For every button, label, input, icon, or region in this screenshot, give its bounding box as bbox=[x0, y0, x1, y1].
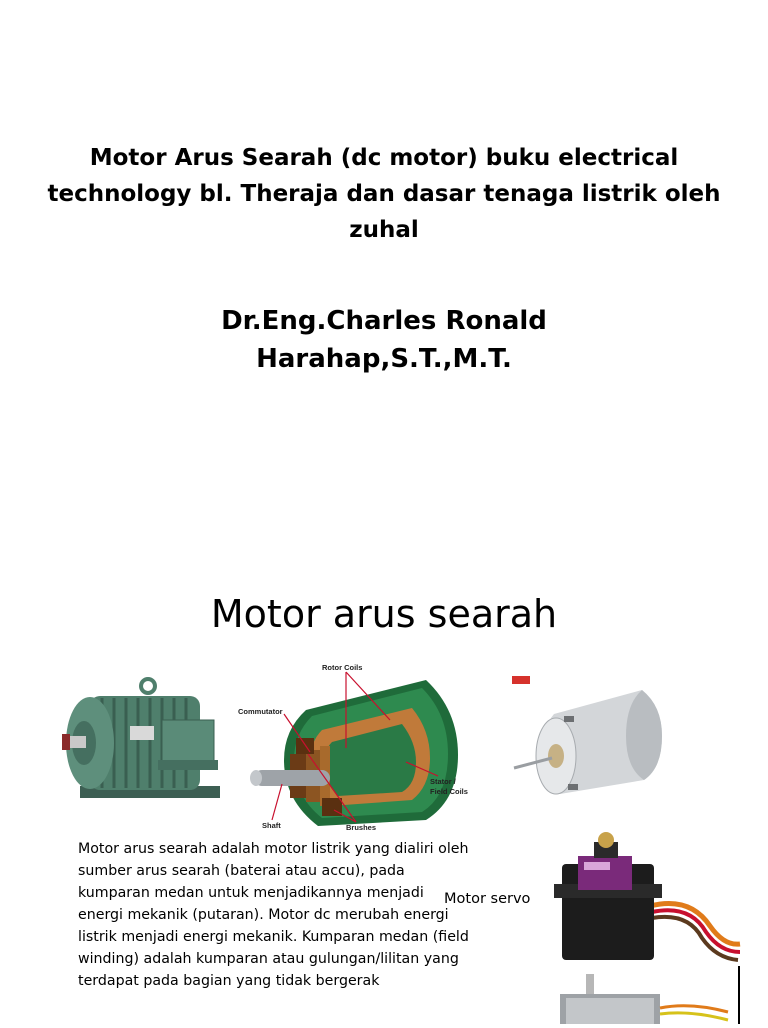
small-dc-motor-image bbox=[512, 676, 678, 806]
slide-title: Motor Arus Searah (dc motor) buku electrical technology bl. Theraja dan dasar tenaga listrik oleh zuhal bbox=[47, 145, 721, 243]
servo-motor-image bbox=[540, 826, 744, 966]
label-stator-2: Field Coils bbox=[430, 787, 468, 796]
label-brushes: Brushes bbox=[346, 823, 377, 832]
label-shaft: Shaft bbox=[262, 821, 281, 830]
section-title: Motor arus searah bbox=[210, 592, 558, 636]
author-line-1: Dr.Eng.Charles Ronald bbox=[221, 306, 547, 336]
label-commutator: Commutator bbox=[238, 707, 283, 716]
stepper-motor-image bbox=[540, 972, 730, 1024]
label-stator-1: Stator / bbox=[430, 777, 456, 786]
author-line-2: Harahap,S.T.,M.T. bbox=[256, 344, 512, 374]
industrial-motor-image bbox=[50, 668, 226, 814]
servo-label: Motor servo bbox=[444, 891, 531, 907]
author-name bbox=[80, 302, 688, 378]
divider bbox=[738, 966, 740, 1024]
dc-motor-diagram bbox=[226, 650, 488, 834]
description-paragraph: Motor arus searah adalah motor listrik yang dialiri oleh sumber arus searah (baterai atau accu), pada kumparan medan untuk menjadikannya menjadi energi mekanik (putaran). Motor dc merubah energi listrik menjadi energi mekanik. Kumparan medan (field winding) adalah kumparan atau gulungan/lilitan yang terdapat pada bagian yang tidak bergerak bbox=[78, 841, 469, 989]
label-rotor-coils: Rotor Coils bbox=[322, 663, 363, 672]
